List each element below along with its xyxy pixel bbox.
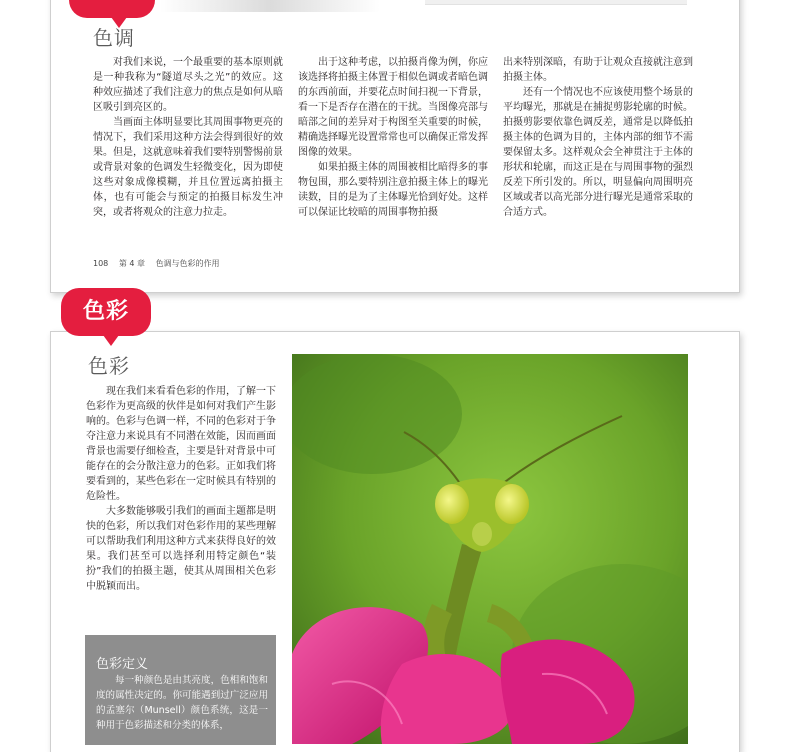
color-text-column (86, 384, 276, 594)
text-column-1 (93, 55, 283, 220)
section-title-tone: 色调 (93, 26, 135, 50)
section-title-color: 色彩 (88, 354, 130, 378)
paragraph: 对我们来说，一个最重要的基本原则就是一种我称为“隧道尽头之光”的效应。这种效应描述了我们注意力的焦点是如何从暗区吸引到亮区的。 (93, 57, 283, 113)
paragraph: 大多数能够吸引我们的画面主题都是明快的色彩，所以我们对色彩作用的某些理解可以帮助我们利用这种方式来获得良好的效果。我们甚至可以选择利用特定颜色“装扮”我们的拍摄主题，使其从周围相关色彩中脱颖而出。 (86, 506, 276, 592)
text-column-2 (298, 55, 488, 220)
section-badge-color: 色彩 (61, 288, 151, 336)
page-footer (93, 258, 228, 269)
mantis-illustration (292, 354, 688, 744)
paragraph: 如果拍摄主体的周围被相比暗得多的事物包围，那么要特别注意拍摄主体上的曝光读数，目的是为了主体曝光恰到好处。这样可以保证比较暗的周围事物拍摄 (298, 162, 488, 218)
paragraph: 出于这种考虑，以拍摄肖像为例，你应该选择将拍摄主体置于相似色调或者暗色调的东西前面，并要花点时间扫视一下背景，看一下是否存在潜在的干扰。当图像亮部与暗部之间的差异对于构图至关重要的时候，精确选择曝光设置常常也可以确保正常发挥图像的效果。 (298, 57, 488, 158)
text-column-3 (503, 55, 693, 220)
header-stripe (425, 0, 687, 5)
paragraph: 现在我们来看看色彩的作用，了解一下色彩作为更高级的伙伴是如何对我们产生影响的。色彩与色调一样，不同的色彩对于争夺注意力来说具有不同潜在效能，因而画面背景也需要仔细检查，主要是针对背景中可能存在的会分散注意力的色彩。正如我们将要看到的，某些色彩在一定时候具有特别的危险性。 (86, 386, 276, 502)
chapter-number: 第 4 章 (118, 259, 146, 268)
sidebar-title: 色彩定义 (96, 657, 149, 672)
mantis-photo (292, 354, 688, 744)
chapter-title: 色调与色彩的作用 (155, 259, 220, 268)
header-texture (160, 0, 380, 12)
paragraph: 还有一个情况也不应该使用整个场景的平均曝光，那就是在捕捉剪影轮廓的时候。拍摄剪影要依靠色调反差，通常是以降低拍摄主体的色调为目的，主体内部的细节不需要保留太多。这样观众会全神贯注于主体的形状和轮廓，而这正是在与周围事物的强烈反差下所引发的。所以，明显偏向周围明亮区域或者以高光部分进行曝光是通常采取的合适方式。 (503, 87, 693, 218)
sidebar-box (85, 635, 276, 745)
section-badge-top (69, 0, 155, 18)
paragraph: 当画面主体明显要比其周围事物更亮的情况下，我们采用这种方法会得到很好的效果。但是，这就意味着我们要特别警惕前景或背景对象的色调发生轻微变化，因为即使这些对象成像模糊，并且位置远离拍摄主体，也有可能会与预定的拍摄目标发生冲突，或者将观众的注意力拉走。 (93, 117, 283, 218)
sidebar-body: 每一种颜色是由其亮度，色相和饱和度的属性决定的。你可能遇到过广泛应用的孟塞尔（Munsell）颜色系统，这是一种用于色彩描述和分类的体系， (96, 675, 268, 731)
page-number: 108 (93, 259, 109, 268)
paragraph: 出来特别深暗，有助于让观众直接就注意到拍摄主体。 (503, 57, 693, 83)
